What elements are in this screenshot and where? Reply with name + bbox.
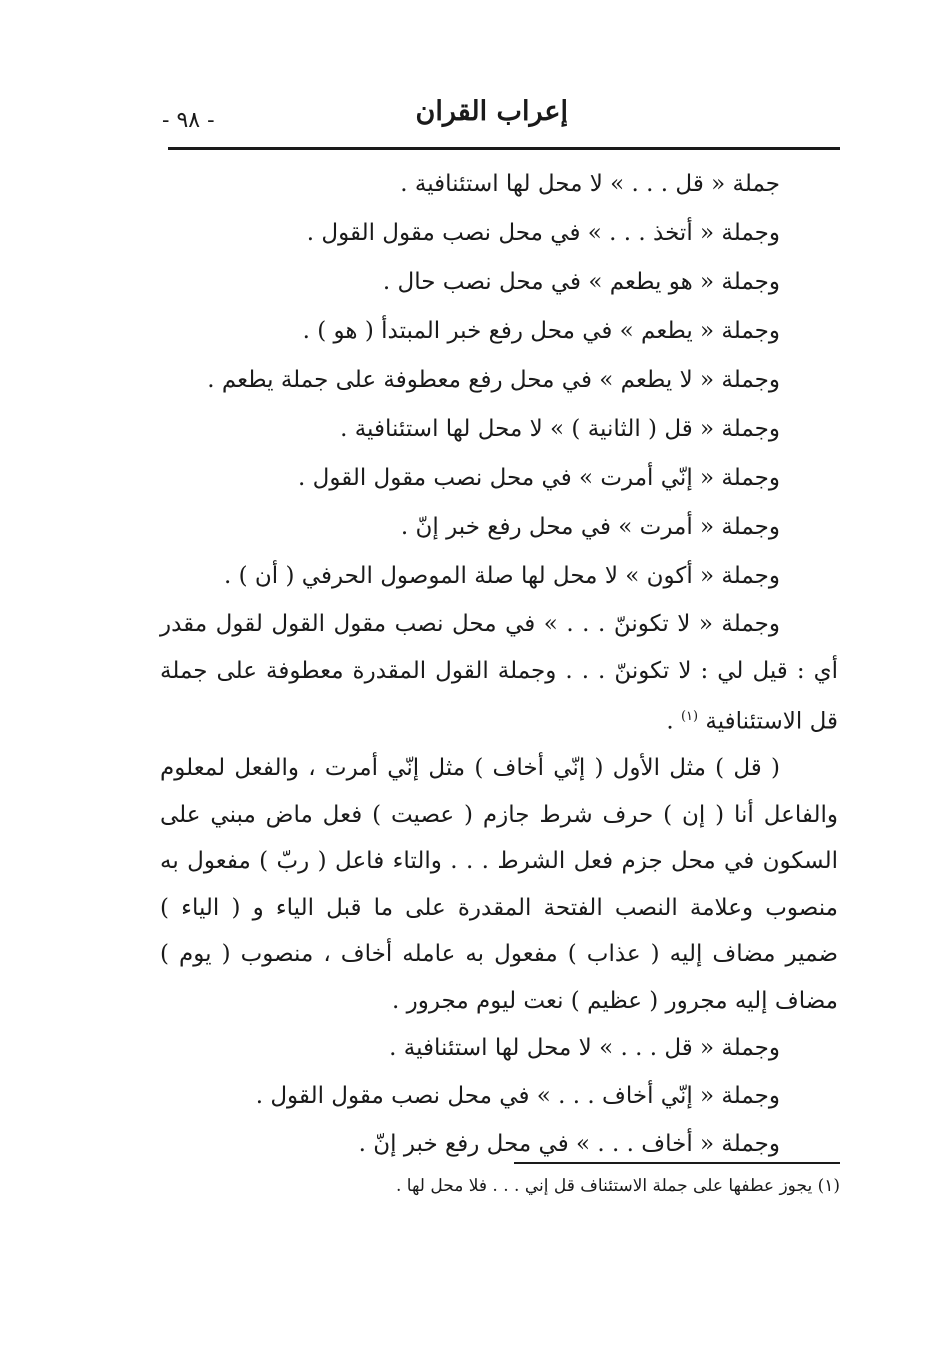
book-title: إعراب القران xyxy=(415,96,568,127)
footnote-rule xyxy=(514,1162,840,1164)
page-header xyxy=(162,96,840,140)
paragraph-1-text: وجملة « لا تكوننّ . . . » في محل نصب مقول القول لقول مقدر أي : قيل لي : لا تكوننّ . . . وجملة القول المقدرة معطوفة على جملة قل الاستئنافية xyxy=(160,611,838,735)
body-text xyxy=(160,160,838,1168)
header-rule xyxy=(168,147,840,150)
page-number: - ٩٨ - xyxy=(162,108,215,133)
text-line: وجملة « إنّي أمرت » في محل نصب مقول القول . xyxy=(297,465,780,491)
text-line: وجملة « هو يطعم » في محل نصب حال . xyxy=(382,269,780,295)
paragraph-1 xyxy=(160,601,838,745)
paragraph-1-end: . xyxy=(666,708,681,735)
text-line: وجملة « يطعم » في محل رفع خبر المبتدأ ( هو ) . xyxy=(302,318,780,344)
footnote-reference: (١) xyxy=(680,709,699,724)
paragraph-2: ( قل ) مثل الأول ( إنّي أخاف ) مثل إنّي أمرت ، والفعل لمعلوم والفاعل أنا ( إن ) حرف شرط جازم ( عصيت ) فعل ماض مبني على السكون في محل جزم فعل الشرط . . . والتاء فاعل ( ربّ ) مفعول به منصوب وعلامة النصب الفتحة المقدرة على ما قبل الياء و ( الياء ) ضمير مضاف إليه ( عذاب ) مفعول به عامله أخاف ، منصوب ( يوم ) مضاف إليه مجرور ( عظيم ) نعت ليوم مجرور . xyxy=(160,755,838,1014)
text-line: وجملة « أتخذ . . . » في محل نصب مقول القول . xyxy=(306,220,780,246)
sentence-list-2 xyxy=(160,1024,838,1168)
text-line: وجملة « أكون » لا محل لها صلة الموصول الحرفي ( أن ) . xyxy=(224,563,780,589)
text-line: وجملة « إنّي أخاف . . . » في محل نصب مقول القول . xyxy=(255,1083,780,1110)
text-line: وجملة « لا يطعم » في محل رفع معطوفة على جملة يطعم . xyxy=(207,367,780,393)
text-line: وجملة « قل . . . » لا محل لها استئنافية . xyxy=(389,1035,780,1062)
text-line: وجملة « قل ( الثانية ) » لا محل لها استئنافية . xyxy=(340,416,780,442)
sentence-list-1 xyxy=(160,160,838,601)
text-line: جملة « قل . . . » لا محل لها استئنافية . xyxy=(400,171,780,197)
text-line: وجملة « أخاف . . . » في محل رفع خبر إنّ . xyxy=(358,1131,780,1158)
text-line: وجملة « أمرت » في محل رفع خبر إنّ . xyxy=(400,514,780,540)
footnote: (١) يجوز عطفها على جملة الاستئناف قل إني . . . فلا محل لها . xyxy=(395,1176,840,1196)
